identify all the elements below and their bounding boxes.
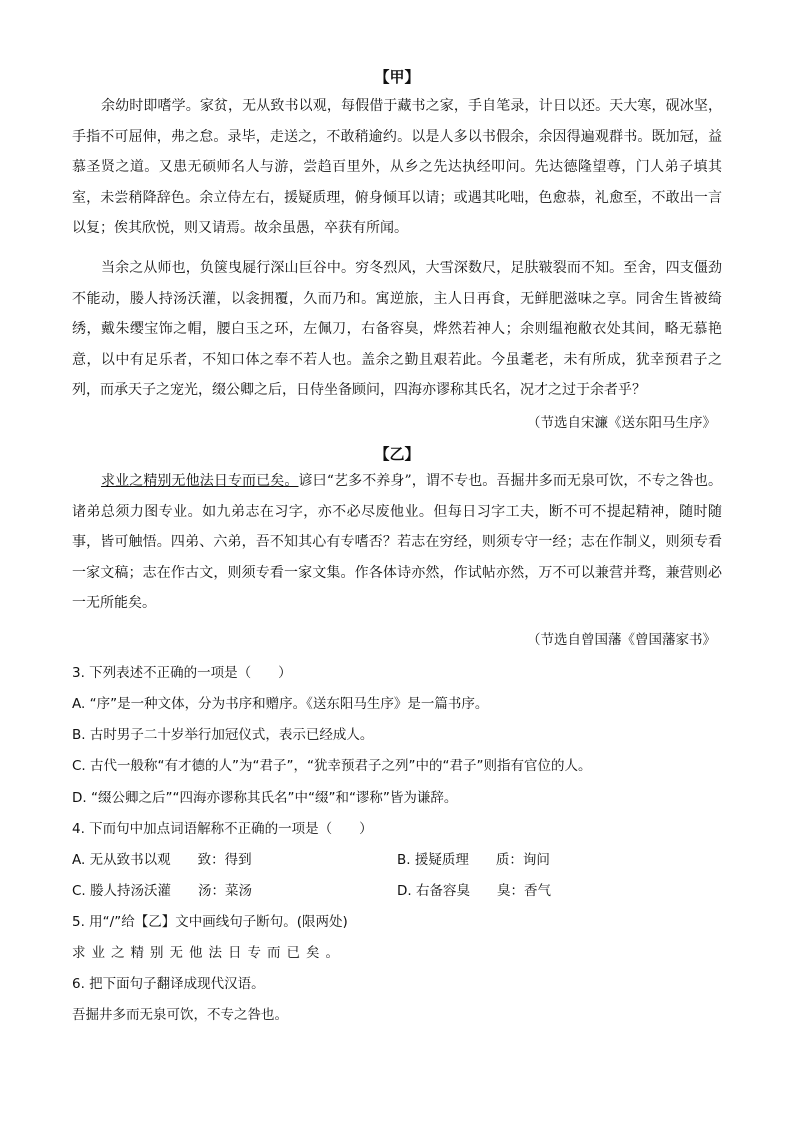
question-6-sentence: 吾掘井多而无泉可饮，不专之咎也。 <box>72 1007 288 1023</box>
question-4-option-c: C. 媵人持汤沃灌 汤：菜汤 <box>72 883 253 899</box>
section-jia-paragraph-1: 余幼时即嗜学。家贫，无从致书以观，每假借于藏书之家，手自笔录，计日以还。天大寒，砚冰坚，手指不可屈伸，弗之怠。录毕，走送之，不敢稍逾约。以是人多以书假余，余因得遍观群书。既加冠，益慕圣贤之道。又患无硕师名人与游，尝趋百里外，从乡之先达执经叩问。先达德隆望尊，门人弟子填其室，未尝稍降辞色。余立侍左右，援疑质理，俯身倾耳以请；或遇其叱咄，色愈恭，礼愈至，不敢出一言以复；俟其欣悦，则又请焉。故余虽愚，卒获有所闻。 <box>72 98 722 236</box>
section-yi-source: （节选自曾国藩《曾国藩家书》 <box>527 632 716 648</box>
section-yi-text: 谚曰“艺多不养身”，谓不专也。吾掘井多而无泉可饮，不专之咎也。诸弟总须力图专业。如九弟志在习字，亦不必尽废他业。但每日习字工夫，断不可不提起精神，随时随事，皆可触悟。四弟、六弟，吾不知其心有专嗜否？若志在穷经，则须专守一经；志在作制义，则须专看一家文稿；志在作古文，则须专看一家文集。作各体诗亦然，作试帖亦然，万不可以兼营并骛，兼营则必一无所能矣。 <box>72 473 722 611</box>
underlined-sentence: 求业之精别无他法日专而已矣。 <box>101 473 299 489</box>
question-5-sentence: 求业之精别无他法日专而已矣。 <box>72 945 345 961</box>
question-3: 3. 下列表述不正确的一项是（ ） <box>72 665 292 681</box>
question-3-option-c: C. 古代一般称“有才德的人”为“君子”，“犹幸预君子之列”中的“君子”则指有官位的人。 <box>72 758 592 774</box>
question-4-option-a: A. 无从致书以观 致：得到 <box>72 852 252 868</box>
question-4-option-d: D. 右备容臭 臭：香气 <box>397 883 551 899</box>
question-3-option-b: B. 古时男子二十岁举行加冠仪式，表示已经成人。 <box>72 727 374 743</box>
section-jia-title: 【甲】 <box>374 68 420 86</box>
question-5: 5. 用“/”给【乙】文中画线句子断句。(限两处) <box>72 914 348 930</box>
question-3-option-a: A. “序”是一种文体，分为书序和赠序。《送东阳马生序》是一篇书序。 <box>72 696 489 712</box>
section-yi-paragraph <box>72 466 722 619</box>
section-jia-paragraph-2: 当余之从师也，负箧曳屣行深山巨谷中。穷冬烈风，大雪深数尺，足肤皲裂而不知。至舍，四支僵劲不能动，媵人持汤沃灌，以衾拥覆，久而乃和。寓逆旅，主人日再食，无鲜肥滋味之享。同舍生皆被绮绣，戴朱缨宝饰之帽，腰白玉之环，左佩刀，右备容臭，烨然若神人；余则缊袍敝衣处其间，略无慕艳意，以中有足乐者，不知口体之奉不若人也。盖余之勤且艰若此。今虽耄老，未有所成，犹幸预君子之列，而承天子之宠光，缀公卿之后，日侍坐备顾问，四海亦谬称其氏名，况才之过于余者乎？ <box>72 260 722 398</box>
question-3-option-d: D. “缀公卿之后”“四海亦谬称其氏名”中“缀”和“谬称”皆为谦辞。 <box>72 790 458 806</box>
question-4-option-b: B. 援疑质理 质：询问 <box>397 852 550 868</box>
section-yi-title: 【乙】 <box>374 445 420 463</box>
question-4: 4. 下而句中加点词语解称不正确的一项是（ ） <box>72 821 373 837</box>
section-jia-source: （节选自宋濂《送东阳马生序》 <box>527 415 716 431</box>
question-6: 6. 把下面句子翻译成现代汉语。 <box>72 976 265 992</box>
